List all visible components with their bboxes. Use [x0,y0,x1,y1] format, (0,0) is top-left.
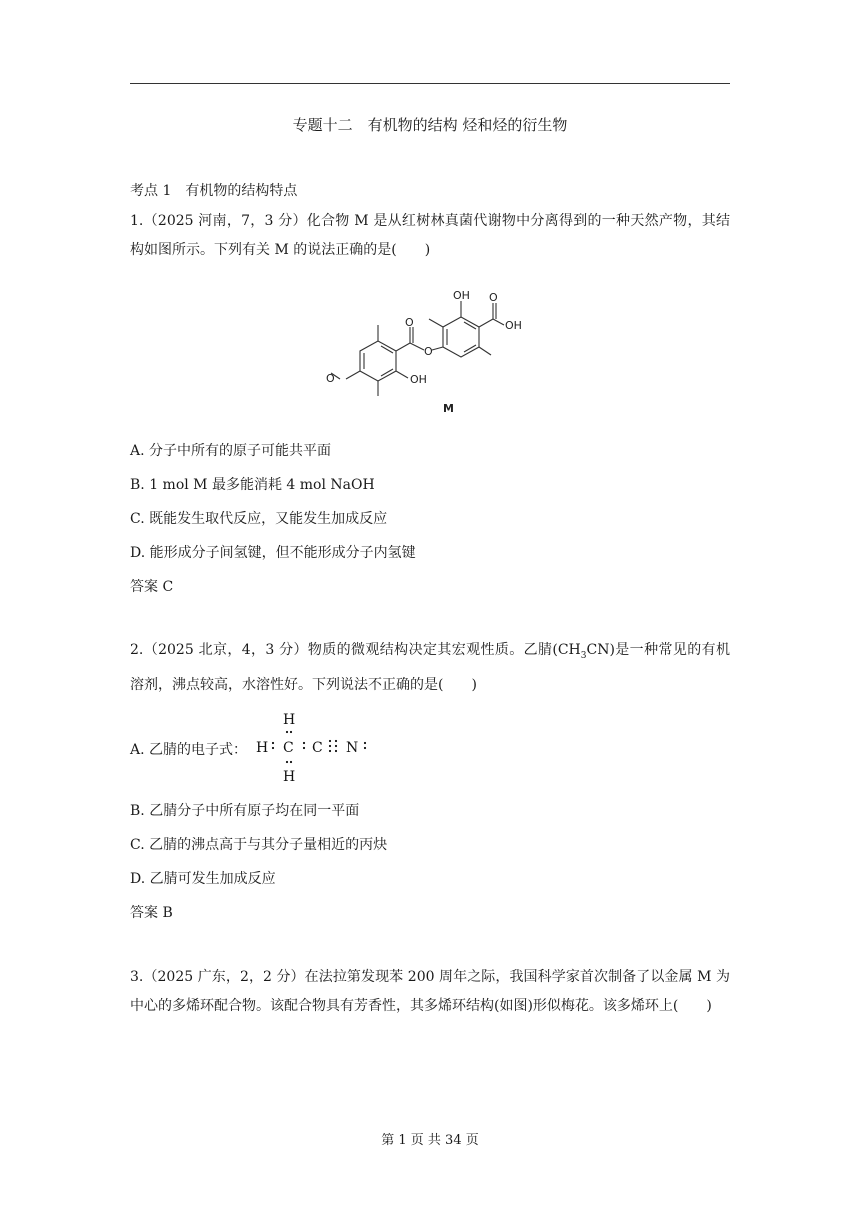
q2-option-b: B. 乙腈分子中所有原子均在同一平面 [130,803,360,819]
lewis-h-top: H [283,712,296,728]
q1-option-a: A. 分子中所有的原子可能共平面 [130,443,332,459]
q2-option-a: A. 乙腈的电子式： [130,742,248,758]
q1-option-c: C. 既能发生取代反应，又能发生加成反应 [130,511,388,527]
carbonyl-o: O [405,316,414,329]
molecule-label: M [443,402,454,415]
ester-o: O [424,345,433,358]
q1-option-b: B. 1 mol M 最多能消耗 4 mol NaOH [130,477,375,493]
question-3-stem: 3.（2025 广东，2，2 分）在法拉第发现苯 200 周年之际，我国科学家首次制备了以金属 M 为中心的多烯环配合物。该配合物具有芳香性，其多烯环结构(如图)形似梅花。该多烯环上( ) [130,969,730,1014]
page-title: 专题十二 有机物的结构 烃和烃的衍生物 [292,116,568,134]
section-heading: 考点 1 有机物的结构特点 [130,183,298,199]
oh-top-label: OH [453,289,470,302]
acid-carbonyl-o: O [489,291,498,304]
acetonitrile-lewis-structure [256,710,376,786]
q2-answer: 答案 B [130,905,173,921]
methoxy-o: O [326,372,335,385]
page-footer: 第 1 页 共 34 页 [381,1133,479,1148]
q2-option-c: C. 乙腈的沸点高于与其分子量相近的丙炔 [130,837,388,853]
lewis-h-bottom: H [283,769,296,785]
question-1-stem: 1.（2025 河南，7，3 分）化合物 M 是从红树林真菌代谢物中分离得到的一种天然产物，其结构如图所示。下列有关 M 的说法正确的是( ) [130,213,730,258]
question-2-stem: 2.（2025 北京，4，3 分）物质的微观结构决定其宏观性质。乙腈$(CH_3CN)$是一种常见的有机溶剂，沸点较高，水溶性好。下列说法不正确的是( ) [130,642,730,693]
header-rule [130,83,730,84]
q2-option-d: D. 乙腈可发生加成反应 [130,871,276,887]
lewis-c1: C [283,740,294,756]
lewis-h-left: H [256,740,269,756]
oh-bottom-label: OH [410,373,427,386]
q1-option-d: D. 能形成分子间氢键，但不能形成分子内氢键 [130,545,416,561]
lewis-n: N [346,740,359,756]
lewis-c2: C [312,740,323,756]
cooh-oh-label: OH [505,319,522,332]
molecule-m-structure [326,283,536,418]
q1-answer: 答案 C [130,579,174,595]
